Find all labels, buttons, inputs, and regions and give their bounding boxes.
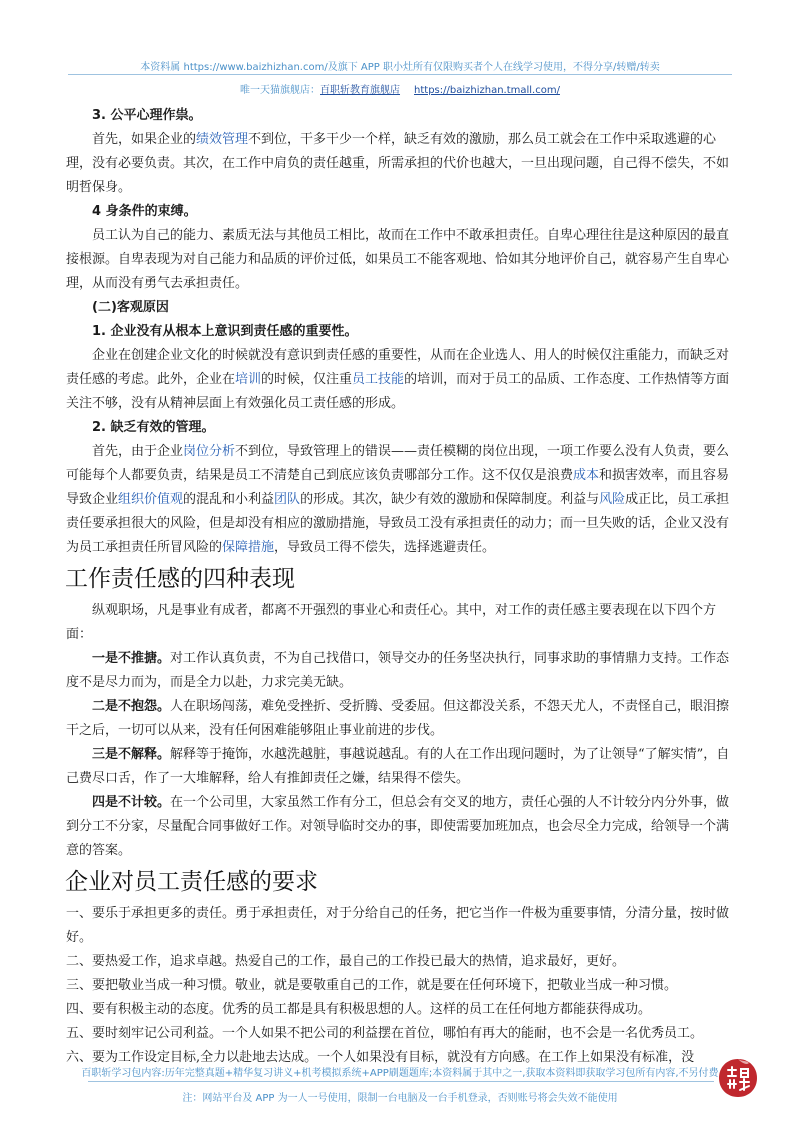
link-performance-management[interactable]: 绩效管理 bbox=[196, 132, 249, 147]
requirement-item: 一、要乐于承担更多的责任。勇于承担责任，对于分给自己的任务，把它当作一件极为重要事情，分清分量，按时做好。 bbox=[66, 906, 730, 945]
document-body bbox=[66, 104, 736, 1070]
section-heading-fairness: 3. 公平心理作祟。 bbox=[92, 108, 202, 123]
behavior-item: 二是不抱怨。人在职场闯荡，难免受挫折、受折腾、受委屈。但这都没关系，不怨天尤人，不责怪自己，眼泪擦干之后，一切可以从来，没有任何困难能够阻止事业前进的步伐。 bbox=[66, 699, 730, 738]
section-heading-self-limits: 4 身条件的束缚。 bbox=[92, 204, 197, 219]
store-url-link[interactable]: https://baizhizhan.tmall.com/ bbox=[414, 85, 560, 96]
behavior-item: 一是不推搪。对工作认真负责，不为自己找借口，领导交办的任务坚决执行，同事求助的事情鼎力支持。工作态度不是尽力而为，而是全力以赴，力求完美无缺。 bbox=[66, 651, 730, 690]
footer-usage-note: 注：网站平台及 APP 为一人一号使用，限制一台电脑及一台手机登录，否则账号将会失效不能使用 bbox=[182, 1093, 618, 1104]
section-heading-importance: 1. 企业没有从根本上意识到责任感的重要性。 bbox=[92, 324, 358, 339]
heading-requirements: 企业对员工责任感的要求 bbox=[65, 869, 318, 895]
link-safeguards[interactable]: 保障措施 bbox=[222, 540, 275, 555]
requirement-item: 五、要时刻牢记公司利益。一个人如果不把公司的利益摆在首位，哪怕有再大的能耐，也不会是一名优秀员工。 bbox=[66, 1026, 704, 1041]
footer-package-note: 百职斩学习包内容:历年完整真题+精华复习讲义+机考模拟系统+APP刷题题库;本资料属于其中之一,获取本资料即获取学习包所有内容,不另付费 bbox=[81, 1068, 719, 1079]
header-rule bbox=[68, 74, 732, 75]
heading-four-behaviors: 工作责任感的四种表现 bbox=[65, 566, 295, 592]
behavior-label: 四是不计较。 bbox=[92, 795, 171, 810]
footer-rule bbox=[88, 1081, 714, 1082]
requirement-item: 三、要把敬业当成一种习惯。敬业，就是要敬重自己的工作，就是要在任何环境下，把敬业当成一种习惯。 bbox=[66, 978, 678, 993]
paragraph-self-limits: 员工认为自己的能力、素质无法与其他员工相比，故而在工作中不敢承担责任。自卑心理往往是这种原因的最直接根源。自卑表现为对自己能力和品质的评价过低，如果员工不能客观地、恰如其分地评价自己，就容易产生自卑心理，从而没有勇气去承担责任。 bbox=[66, 228, 730, 291]
link-risk[interactable]: 风险 bbox=[599, 492, 626, 507]
header-store-prefix: 唯一天猫旗舰店： bbox=[240, 85, 321, 96]
header-store-line bbox=[0, 81, 800, 96]
link-job-analysis[interactable]: 岗位分析 bbox=[183, 444, 236, 459]
paragraph-fairness: 首先，如果企业的绩效管理不到位，干多干少一个样，缺乏有效的激励，那么员工就会在工作中采取逃避的心理，没有必要负责。其次，在工作中肩负的责任越重，所需承担的代价也越大，一旦出现问题，自己得不偿失，不如明哲保身。 bbox=[66, 132, 730, 195]
section-heading-objective: (二)客观原因 bbox=[92, 300, 169, 315]
link-team[interactable]: 团队 bbox=[274, 492, 301, 507]
link-cost[interactable]: 成本 bbox=[573, 468, 600, 483]
brand-seal-icon bbox=[716, 1056, 760, 1100]
header-notice: 本资料属 https://www.baizhizhan.com/及旗下 APP 职小灶所有仅限购买者个人在线学习使用，不得分享/转赠/转卖 bbox=[140, 62, 660, 73]
behavior-item: 四是不计较。在一个公司里，大家虽然工作有分工，但总会有交叉的地方，责任心强的人不计较分内分外事，做到分工不分家，尽量配合同事做好工作。对领导临时交办的事，即使需要加班加点，也会尽全力完成，给领导一个满意的答案。 bbox=[66, 795, 730, 858]
requirement-item: 二、要热爱工作，追求卓越。热爱自己的工作，最自己的工作投已最大的热情，追求最好，更好。 bbox=[66, 954, 626, 969]
link-employee-skills[interactable]: 员工技能 bbox=[352, 372, 405, 387]
behavior-item: 三是不解释。解释等于掩饰，水越洗越脏，事越说越乱。有的人在工作出现问题时，为了让领导“了解实情”，自己费尽口舌，作了一大堆解释，给人有推卸责任之嫌，结果得不偿失。 bbox=[66, 747, 730, 786]
requirement-item: 四、要有积极主动的态度。优秀的员工都是具有积极思想的人。这样的员工在任何地方都能获得成功。 bbox=[66, 1002, 652, 1017]
section-heading-management: 2. 缺乏有效的管理。 bbox=[92, 420, 215, 435]
behavior-label: 一是不推搪。 bbox=[92, 651, 171, 666]
paragraph-management: 首先，由于企业岗位分析不到位，导致管理上的错误——责任模糊的岗位出现，一项工作要么没有人负责，要么可能每个人都要负责，结果是员工不清楚自己到底应该负责哪部分工作。这不仅仅是浪费成本和损害效率，而且容易导致企业组织价值观的混乱和小利益团队的形成。其次，缺少有效的激励和保障制度。利益与风险成正比，员工承担责任要承担很大的风险，但是却没有相应的激励措施，导致员工没有承担责任的动力；而一旦失败的话，企业又没有为员工承担责任所冒风险的保障措施，导致员工得不偿失，选择逃避责任。 bbox=[66, 444, 730, 555]
behavior-label: 二是不抱怨。 bbox=[92, 699, 171, 714]
paragraph-four-intro: 纵观职场，凡是事业有成者，都离不开强烈的事业心和责任心。其中，对工作的责任感主要表现在以下四个方面： bbox=[66, 603, 717, 642]
requirement-item: 六、要为工作设定目标,全力以赴地去达成。一个人如果没有目标，就没有方向感。在工作上如果没有标准，没 bbox=[66, 1050, 695, 1065]
link-training[interactable]: 培训 bbox=[235, 372, 262, 387]
behavior-label: 三是不解释。 bbox=[92, 747, 171, 762]
paragraph-importance: 企业在创建企业文化的时候就没有意识到责任感的重要性，从而在企业选人、用人的时候仅注重能力，而缺乏对责任感的考虑。此外，企业在培训的时候，仅注重员工技能的培训，而对于员工的品质、工作态度、工作热情等方面关注不够，没有从精神层面上有效强化员工责任感的形成。 bbox=[66, 348, 730, 411]
link-org-values[interactable]: 组织价值观 bbox=[118, 492, 184, 507]
store-link[interactable]: 百职斩教育旗舰店 bbox=[320, 85, 401, 96]
